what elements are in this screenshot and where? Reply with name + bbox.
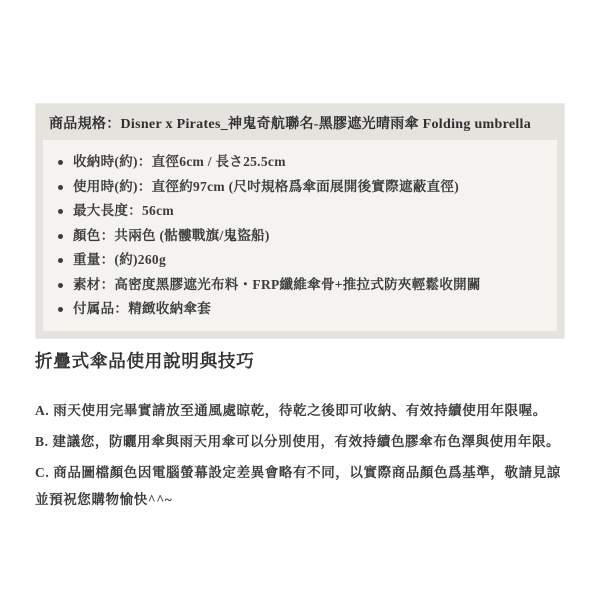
bullet-icon (58, 283, 63, 288)
spec-item-storage-size (51, 150, 543, 175)
spec-item-accessory (51, 297, 543, 322)
usage-note-c: C. 商品圖檔顏色因電腦螢幕設定差異會略有不同，以實際商品顏色爲基準，敬請見諒並預祝您購物愉快^^~ (35, 465, 561, 507)
spec-item-max-length (51, 199, 543, 224)
spec-item-open-size (51, 175, 543, 200)
bullet-icon (58, 307, 63, 312)
spec-item-weight (51, 248, 543, 273)
usage-note-b: B. 建議您，防曬用傘與雨天用傘可以分別使用，有效持續色膠傘布色澤與使用年限。 (35, 434, 561, 449)
spec-list (51, 150, 543, 322)
spec-item-text: 重量：(約)260g (73, 252, 166, 267)
spec-item-material (51, 273, 543, 298)
usage-instructions-section (35, 348, 570, 517)
bullet-icon (58, 160, 63, 165)
spec-item-text: 最大長度：56cm (73, 203, 174, 218)
spec-item-text: 付属品：精緻收納傘套 (73, 301, 211, 316)
spec-item-color (51, 224, 543, 249)
spec-item-text: 使用時(約)：直徑約97cm (尺吋規格爲傘面展開後實際遮蔽直徑) (73, 178, 459, 194)
spec-item-text: 收納時(約)：直徑6cm / 長さ25.5cm (73, 154, 286, 169)
product-spec-box (35, 103, 565, 339)
spec-box-title: 商品規格：Disner x Pirates_神鬼奇航聯名-黑膠遮光晴雨傘 Folding umbrella (49, 117, 532, 132)
bullet-icon (58, 209, 63, 214)
spec-item-text: 顏色：共兩色 (骷髏戰旗/鬼盜船) (73, 227, 270, 243)
spec-item-text: 素材：高密度黑膠遮光布料・FRP纖維傘骨+推拉式防夾輕鬆收開關 (73, 276, 481, 292)
usage-note-a: A. 雨天使用完畢實請放至通風處晾乾，待乾之後即可收納、有效持續使用年限喔。 (35, 403, 547, 418)
spec-list-panel (43, 140, 557, 331)
usage-section-title: 折疊式傘品使用說明與技巧 (35, 351, 255, 371)
bullet-icon (58, 258, 63, 263)
bullet-icon (58, 185, 63, 190)
bullet-icon (58, 234, 63, 239)
